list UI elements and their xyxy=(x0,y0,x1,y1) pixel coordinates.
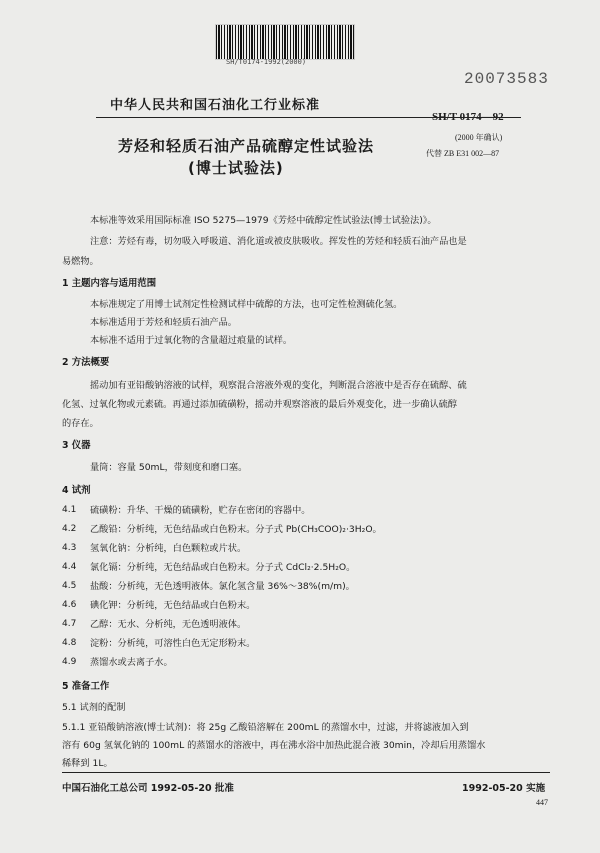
intro-line: 注意：芳烃有毒，切勿吸入呼吸道、消化道或被皮肤吸收。挥发性的芳烃和轻质石油产品也是 xyxy=(90,236,467,247)
item-number: 4.6 xyxy=(62,600,77,610)
body-line: 本标准规定了用博士试剂定性检测试样中硫醇的方法，也可定性检测硫化氢。 xyxy=(90,299,403,310)
item-text: 氯化镉：分析纯，无色结晶或白色粉末。分子式 CdCl₂·2.5H₂O。 xyxy=(90,562,356,573)
standard-category-title: 中华人民共和国石油化工行业标准 xyxy=(110,98,321,113)
item-text: 硫磺粉：升华、干燥的硫磺粉，贮存在密闭的容器中。 xyxy=(90,505,311,516)
item-number: 4.8 xyxy=(62,638,77,648)
document-title: 芳烃和轻质石油产品硫醇定性试验法 xyxy=(118,137,375,155)
item-text: 蒸馏水或去离子水。 xyxy=(90,657,173,668)
section-heading: 1 主题内容与适用范围 xyxy=(62,278,157,289)
body-line: 5.1.1 亚铅酸钠溶液(博士试剂)：将 25g 乙酸铅溶解在 200mL 的蒸馏水中，过滤，并将滤液加入到 xyxy=(62,722,469,733)
barcode xyxy=(215,24,355,60)
item-text: 乙醇：无水、分析纯，无色透明液体。 xyxy=(90,619,247,630)
body-line: 溶有 60g 氢氧化钠的 100mL 的蒸馏水的溶液中，再在沸水浴中加热此混合液 30min，冷却后用蒸馏水 xyxy=(62,740,486,751)
item-text: 碘化钾：分析纯，无色结晶或白色粉末。 xyxy=(90,600,256,611)
serial-stamp: 20073583 xyxy=(464,70,549,88)
barcode-caption: SH/T0174-1992(2000) xyxy=(226,58,307,66)
item-text: 氢氧化钠：分析纯，白色颗粒或片状。 xyxy=(90,543,247,554)
standard-code: SH/T 0174—92 xyxy=(432,111,504,123)
item-text: 淀粉：分析纯，可溶性白色无定形粉末。 xyxy=(90,638,256,649)
header-divider xyxy=(96,117,521,118)
page-number: 447 xyxy=(536,798,548,807)
replaces-standard: 代替 ZB E31 002—87 xyxy=(426,149,500,158)
item-text: 盐酸：分析纯，无色透明液体。氯化氢含量 36%～38%(m/m)。 xyxy=(90,581,355,592)
body-line: 量筒：容量 50mL，带刻度和磨口塞。 xyxy=(90,462,248,473)
section-heading: 2 方法概要 xyxy=(62,357,110,368)
body-line: 化氢、过氧化物或元素硫。再通过添加硫磺粉，摇动并观察溶液的最后外观变化，进一步确认硫醇 xyxy=(62,399,458,410)
section-heading: 5 准备工作 xyxy=(62,681,110,692)
item-number: 4.1 xyxy=(62,505,77,515)
footer-divider xyxy=(62,772,550,773)
body-line: 本标准不适用于过氧化物的含量超过痕量的试样。 xyxy=(90,335,293,346)
intro-line: 本标准等效采用国际标准 ISO 5275—1979《芳烃中硫醇定性试验法(博士试验法)》。 xyxy=(90,215,437,226)
item-number: 4.4 xyxy=(62,562,77,572)
body-line: 稀释到 1L。 xyxy=(62,755,119,772)
body-line: 本标准适用于芳烃和轻质石油产品。 xyxy=(90,317,237,328)
item-number: 4.9 xyxy=(62,657,77,667)
intro-line: 易燃物。 xyxy=(62,256,99,267)
section-heading: 3 仪器 xyxy=(62,440,91,451)
document-subtitle: (博士试验法) xyxy=(188,159,284,177)
item-number: 4.5 xyxy=(62,581,77,591)
approval-date: 中国石油化工总公司 1992-05-20 批准 xyxy=(62,783,234,794)
body-line: 的存在。 xyxy=(62,418,99,429)
section-heading: 4 试剂 xyxy=(62,485,91,496)
confirmation-year: (2000 年确认) xyxy=(455,133,503,142)
item-number: 4.7 xyxy=(62,619,77,629)
item-number: 4.3 xyxy=(62,543,77,553)
item-text: 乙酸铅：分析纯，无色结晶或白色粉末。分子式 Pb(CH₃COO)₂·3H₂O。 xyxy=(90,524,382,535)
item-number: 4.2 xyxy=(62,524,77,534)
subsection-heading: 5.1 试剂的配制 xyxy=(62,702,126,713)
body-line: 摇动加有亚铅酸钠溶液的试样，观察混合溶液外观的变化，判断混合溶液中是否存在硫醇、硫 xyxy=(90,380,467,391)
implementation-date: 1992-05-20 实施 xyxy=(462,783,546,794)
